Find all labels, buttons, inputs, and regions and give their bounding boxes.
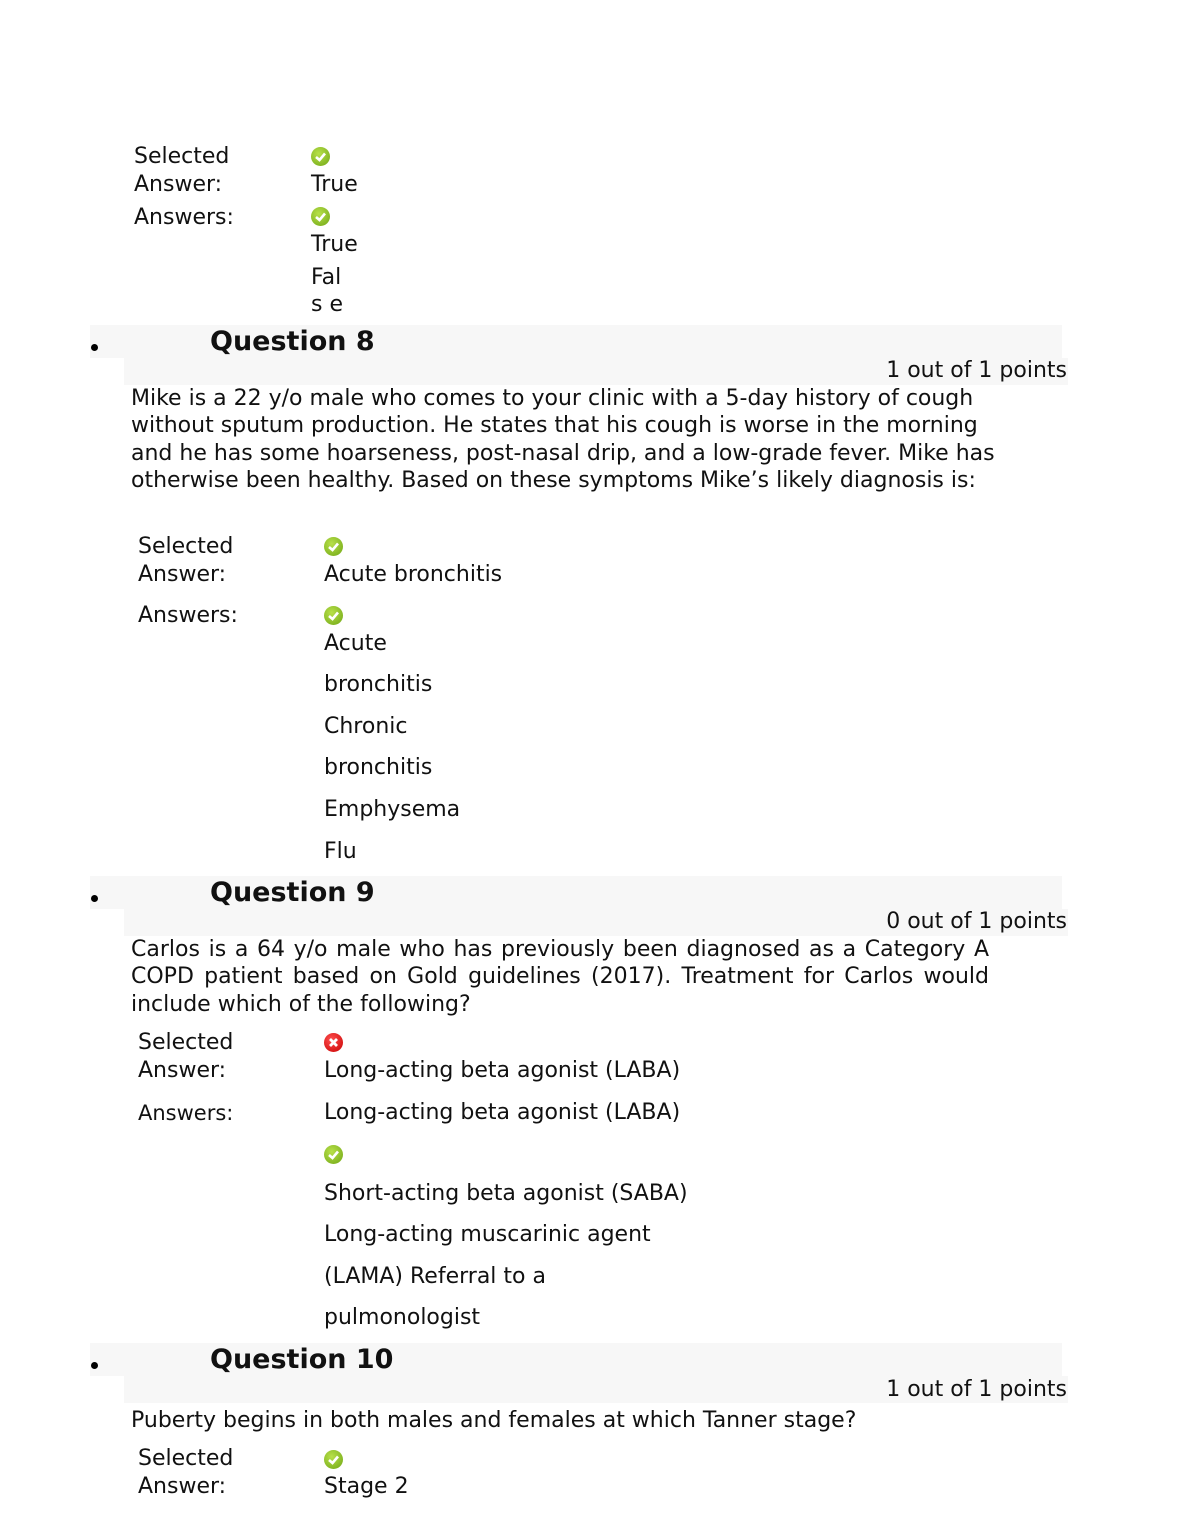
answer-option: Long-acting beta agonist (LABA) [324, 1100, 681, 1125]
answers-label: Answers: [138, 1101, 234, 1125]
bullet [91, 344, 98, 351]
answer-label: Answer: [138, 1474, 227, 1499]
answer-option: Long-acting muscarinic agent [324, 1222, 651, 1247]
answer-option: Emphysema [324, 797, 461, 822]
question-title: Question 10 [210, 1344, 394, 1375]
answer-option: (LAMA) Referral to a [324, 1264, 546, 1289]
answer-label: Answer: [138, 1058, 227, 1083]
selected-label: Selected [134, 144, 230, 169]
question-points: 0 out of 1 points [886, 909, 1067, 934]
question-text: Mike is a 22 y/o male who comes to your clinic with a 5-day history of cough without sputum production. He states that his cough is worse in the morning and he has some hoarseness, post-nasal drip, and a low-grade fever. Mike has otherwise been healthy. Based on these symptoms Mike’s likely diagnosis is: [131, 386, 995, 493]
answer-label: Answer: [134, 172, 223, 197]
selected-answer: True [311, 172, 358, 197]
answer-option: pulmonologist [324, 1305, 481, 1330]
selected-label: Selected [138, 534, 234, 559]
bullet [91, 895, 98, 902]
answer-option: True [311, 232, 358, 257]
answer-option: s e [311, 292, 343, 317]
answer-option: Short-acting beta agonist (SABA) [324, 1181, 688, 1206]
correct-check-icon [324, 606, 343, 625]
incorrect-x-icon [324, 1033, 343, 1052]
answer-label: Answer: [138, 562, 227, 587]
selected-answer: Stage 2 [324, 1474, 409, 1499]
question-points: 1 out of 1 points [886, 1377, 1067, 1402]
question-title: Question 8 [210, 326, 375, 357]
correct-check-icon [311, 207, 330, 226]
answer-option: Acute [324, 631, 387, 656]
correct-check-icon [311, 147, 330, 166]
answer-option: Chronic [324, 714, 408, 739]
question-title: Question 9 [210, 877, 375, 908]
answers-label: Answers: [138, 603, 238, 628]
correct-check-icon [324, 1450, 343, 1469]
selected-answer: Long-acting beta agonist (LABA) [324, 1058, 681, 1083]
answer-option: bronchitis [324, 755, 433, 780]
answer-option: Fal [311, 265, 342, 290]
question-text: Carlos is a 64 y/o male who has previously been diagnosed as a Category A COPD patient based on Gold guidelines (2017). Treatment for Carlos would include which of the following? [131, 937, 989, 1017]
selected-answer: Acute bronchitis [324, 562, 503, 587]
correct-check-icon [324, 537, 343, 556]
answer-option: bronchitis [324, 672, 433, 697]
answer-option: Flu [324, 839, 357, 864]
question-points: 1 out of 1 points [886, 358, 1067, 383]
question-text: Puberty begins in both males and females at which Tanner stage? [131, 1408, 857, 1433]
bullet [91, 1362, 98, 1369]
selected-label: Selected [138, 1030, 234, 1055]
correct-check-icon [324, 1145, 343, 1164]
answers-label: Answers: [134, 205, 234, 230]
selected-label: Selected [138, 1446, 234, 1471]
